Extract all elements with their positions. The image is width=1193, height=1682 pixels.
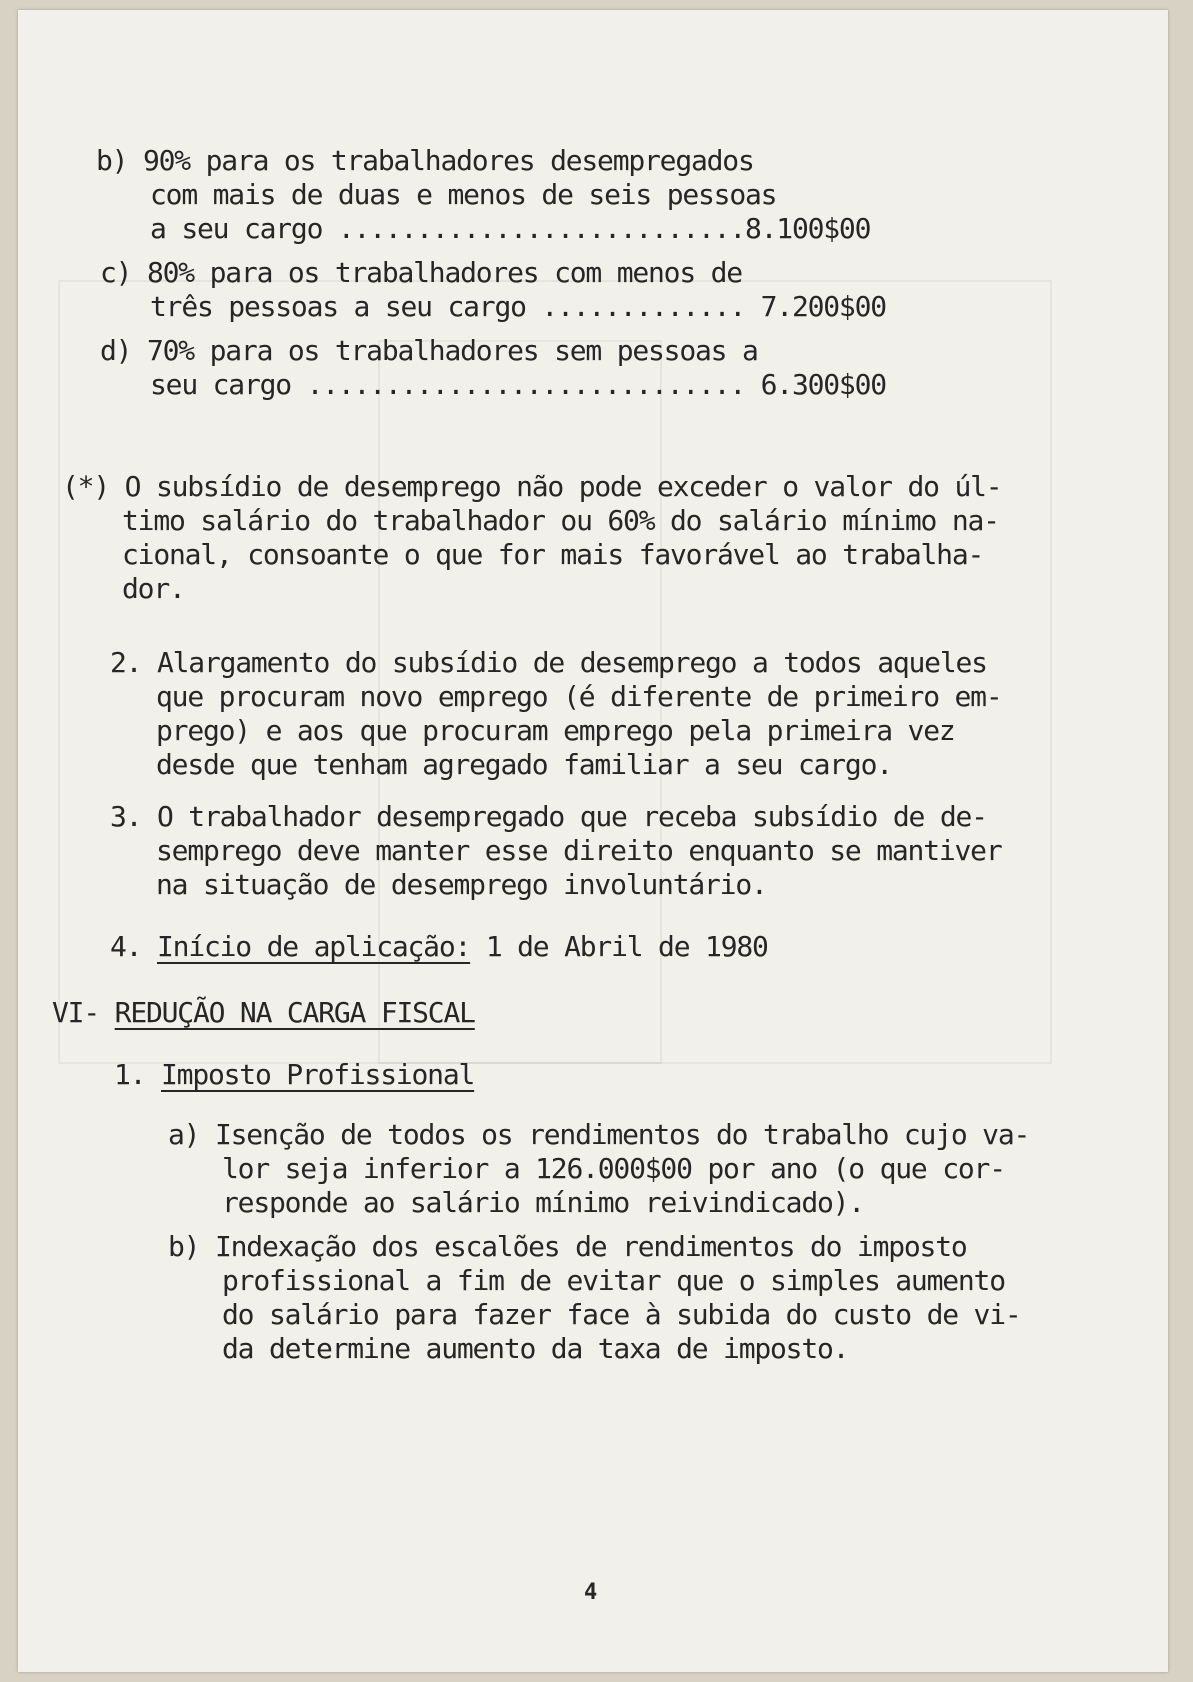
page-number: 4 xyxy=(584,1580,598,1605)
footnote-line2: timo salário do trabalhador ou 60% do salário mínimo na- xyxy=(122,504,999,537)
list-d-line1: d) 70% para os trabalhadores sem pessoas a xyxy=(100,334,758,367)
item4-label: Início de aplicação: xyxy=(157,930,471,963)
item4-value: 1 de Abril de 1980 xyxy=(485,930,768,963)
list-b-line3: a seu cargo ..........................8.100$00 xyxy=(150,212,871,245)
sub-a-line2: lor seja inferior a 126.000$00 por ano (o que cor- xyxy=(222,1152,1005,1185)
subsection-number: 1. xyxy=(114,1058,146,1091)
sub-b-line4: da determine aumento da taxa de imposto. xyxy=(222,1332,849,1365)
footnote-line1: (*) O subsídio de desemprego não pode exceder o valor do úl- xyxy=(62,470,1002,503)
sub-a-line1: a) Isenção de todos os rendimentos do trabalho cujo va- xyxy=(168,1118,1030,1151)
list-c-line1: c) 80% para os trabalhadores com menos de xyxy=(100,256,742,289)
item2-line1: 2. Alargamento do subsídio de desemprego a todos aqueles xyxy=(110,646,987,679)
subsection-title: Imposto Profissional xyxy=(161,1058,475,1091)
sub-b-line3: do salário para fazer face à subida do custo de vi- xyxy=(222,1298,1021,1331)
item2-line4: desde que tenham agregado familiar a seu cargo. xyxy=(156,748,892,781)
subsection-heading xyxy=(114,1058,474,1092)
sub-b-line2: profissional a fim de evitar que o simples aumento xyxy=(222,1264,1005,1297)
item2-line2: que procuram novo emprego (é diferente de primeiro em- xyxy=(156,680,1002,713)
item3-line3: na situação de desemprego involuntário. xyxy=(156,868,767,901)
item4-number: 4. xyxy=(110,930,142,963)
section-heading xyxy=(52,996,475,1030)
item2-line3: prego) e aos que procuram emprego pela primeira vez xyxy=(156,714,955,747)
document-page xyxy=(18,10,1168,1672)
section-title: REDUÇÃO NA CARGA FISCAL xyxy=(114,996,475,1029)
list-d-line2: seu cargo ............................ 6.300$00 xyxy=(150,368,886,401)
footnote-line3: cional, consoante o que for mais favorável ao trabalha- xyxy=(122,538,984,571)
list-b-line1: b) 90% para os trabalhadores desempregados xyxy=(96,144,754,177)
sub-a-line3: responde ao salário mínimo reivindicado). xyxy=(222,1186,864,1219)
list-c-line2: três pessoas a seu cargo ............. 7.200$00 xyxy=(150,290,886,323)
item4-row xyxy=(110,930,768,964)
section-number: VI- xyxy=(52,996,99,1029)
sub-b-line1: b) Indexação dos escalões de rendimentos do imposto xyxy=(168,1230,967,1263)
item3-line2: semprego deve manter esse direito enquanto se mantiver xyxy=(156,834,1002,867)
item3-line1: 3. O trabalhador desempregado que receba subsídio de de- xyxy=(110,800,987,833)
list-b-line2: com mais de duas e menos de seis pessoas xyxy=(150,178,777,211)
footnote-line4: dor. xyxy=(122,572,185,605)
